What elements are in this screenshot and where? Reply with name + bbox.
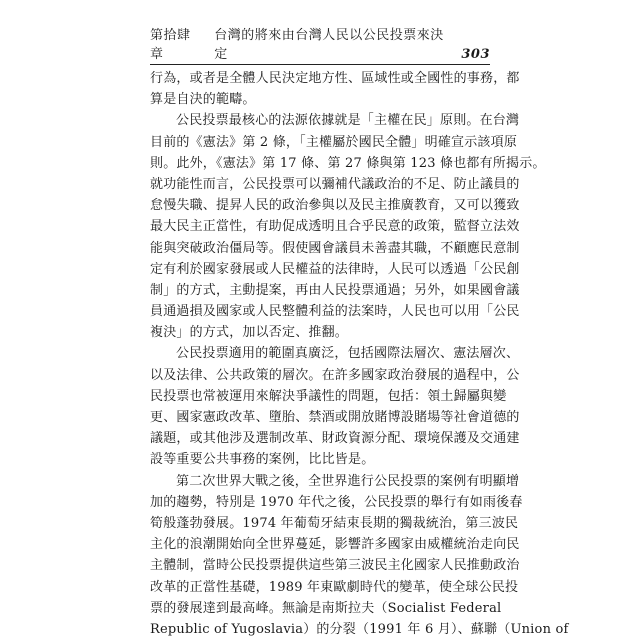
header-rule — [150, 64, 490, 65]
text-line: 主化的浪潮開始向全世界蔓延，影響許多國家由威權統治走向民 — [150, 537, 520, 553]
text-line: 以及法律、公共政策的層次。在許多國家政治發展的過程中，公 — [150, 367, 520, 383]
text-line: 主體制，當時公民投票提供這些第三波民主化國家人民推動政治 — [150, 558, 520, 574]
text-line: 算是自決的範疇。 — [150, 92, 256, 108]
text-line: 複決」的方式，加以否定、推翻。 — [150, 325, 349, 341]
text-line: 加的趨勢，特別是 1970 年代之後，公民投票的舉行有如雨後春 — [150, 494, 523, 510]
text-line: 則。此外，《憲法》第 17 條、第 27 條與第 123 條也都有所揭示。 — [150, 155, 546, 171]
chapter-label: 第拾肆章 — [150, 28, 191, 62]
running-header — [150, 28, 490, 62]
text-line: 最大民主正當性，有助促成透明且合乎民意的政策，監督立法效 — [150, 219, 520, 235]
text-line: 就功能性而言，公民投票可以彌補代議政治的不足、防止議員的 — [150, 176, 520, 192]
text-line: 票的發展達到最高峰。無論是南斯拉夫（Socialist Federal — [150, 600, 502, 616]
text-line: 公民投票適用的範圍真廣泛，包括國際法層次、憲法層次、 — [176, 346, 520, 362]
text-line: 更、國家憲政改革、墮胎、禁酒或開放賭博設賭場等社會道德的 — [150, 410, 520, 425]
text-line: 議題，或其他涉及選制改革、財政資源分配、環境保護及交通建 — [150, 431, 520, 447]
text-line: 怠慢失職、提昇人民的政治參與以及民主推廣教育，又可以獲致 — [150, 198, 520, 214]
text-line: 第二次世界大戰之後，全世界進行公民投票的案例有明顯增 — [176, 473, 520, 489]
text-line: 公民投票最核心的法源依據就是「主權在民」原則。在台灣 — [176, 113, 520, 129]
text-line: 改革的正當性基礎，1989 年東歐劇時代的變革，使全球公民投 — [150, 579, 519, 595]
text-line: 目前的《憲法》第 2 條，「主權屬於國民全體」明確宣示該項原 — [150, 134, 518, 150]
text-line: 制」的方式，主動提案，再由人民投票通過；另外，如果國會議 — [150, 282, 520, 298]
text-line: 員通過損及國家或人民整體利益的法案時，人民也可以用「公民 — [150, 304, 520, 320]
page-number: 303 — [461, 47, 490, 62]
chapter-title: 台灣的將來由台灣人民以公民投票來決定 — [214, 28, 444, 62]
text-line: 定有利於國家發展或人民權益的法律時，人民可以透過「公民創 — [150, 261, 520, 277]
body-text — [150, 68, 569, 640]
text-line: 行為，或者是全體人民決定地方性、區域性或全國性的事務，都 — [150, 71, 520, 86]
text-line: Republic of Yugoslavia）的分裂（1991 年 6 月）、蘇聯（Union of — [150, 621, 569, 637]
text-line: 筍般蓬勃發展。1974 年葡萄牙結束長期的獨裁統治，第三波民 — [150, 515, 519, 531]
text-line: 設等重要公共事務的案例，比比皆是。 — [150, 452, 375, 468]
text-line: 民投票也常被運用來解決爭議性的問題，包括：領土歸屬與變 — [150, 388, 507, 404]
text-line: 能與突破政治僵局等。假使國會議員未善盡其職，不顧應民意制 — [150, 240, 520, 256]
